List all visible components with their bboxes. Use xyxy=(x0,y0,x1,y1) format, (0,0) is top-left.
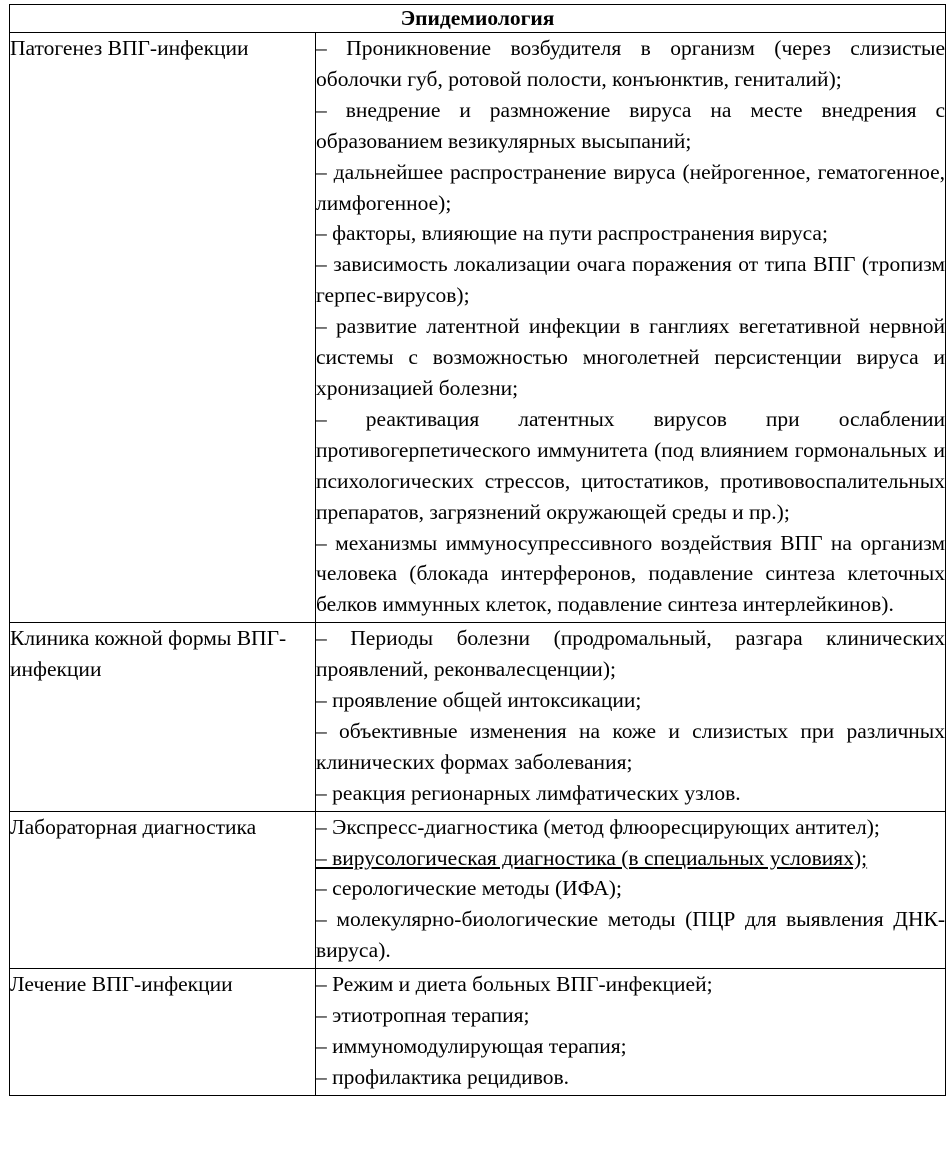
topic-cell xyxy=(10,969,316,1096)
detail-item: – внедрение и размножение вируса на месте внедрения с образованием везикулярных высыпаний; xyxy=(316,97,945,153)
detail-item: – дальнейшее распространение вируса (нейрогенное, гематогенное, лимфогенное); xyxy=(316,159,945,215)
details-cell xyxy=(316,33,946,623)
detail-item: – серологические методы (ИФА); xyxy=(316,876,622,901)
table-row xyxy=(10,969,946,1096)
table-header-row xyxy=(10,5,946,33)
table-body xyxy=(10,33,946,1096)
detail-item: – Режим и диета больных ВПГ-инфекцией; xyxy=(316,972,713,997)
topic-label: Патогенез ВПГ-инфекции xyxy=(10,36,249,60)
details-cell xyxy=(316,811,946,969)
detail-item: – механизмы иммуносупрессивного воздействия ВПГ на организм человека (блокада интерферонов, подавление синтеза клеточных белков иммунных клеток, подавление синтеза интерлейкинов). xyxy=(316,530,945,617)
detail-item: – факторы, влияющие на пути распространения вируса; xyxy=(316,221,828,246)
detail-item: – зависимость локализации очага поражения от типа ВПГ (тропизм герпес-вирусов); xyxy=(316,252,945,308)
detail-item: – развитие латентной инфекции в ганглиях вегетативной нервной системы с возможностью многолетней персистенции вируса и хронизацией болезни; xyxy=(316,314,945,400)
details-cell xyxy=(316,623,946,811)
detail-item: – проявление общей интоксикации; xyxy=(316,688,642,713)
topic-label: Лабораторная диагностика xyxy=(10,814,257,839)
detail-item: – молекулярно-биологические методы (ПЦР для выявления ДНК-вируса). xyxy=(316,907,945,963)
table-row xyxy=(10,33,946,623)
table-row xyxy=(10,811,946,969)
detail-item: – реактивация латентных вирусов при ослаблении противогерпетического иммунитета (под влиянием гормональных и психологических стрессов, цитостатиков, противовоспалительных препаратов, загрязнений окружающей среды и пр.); xyxy=(316,406,945,524)
epidemiology-table xyxy=(9,4,946,1096)
table-heading: Эпидемиология xyxy=(10,5,946,33)
detail-item: – Экспресс-диагностика (метод флюоресцирующих антител); xyxy=(316,814,880,839)
detail-item: – профилактика рецидивов. xyxy=(316,1064,569,1089)
topic-cell xyxy=(10,623,316,811)
detail-item: – этиотропная терапия; xyxy=(316,1003,530,1028)
table-row xyxy=(10,623,946,811)
detail-item: – вирусологическая диагностика (в специальных условиях); xyxy=(316,845,868,870)
detail-item: – реакция регионарных лимфатических узлов. xyxy=(316,780,741,805)
detail-item: – Периоды болезни (продромальный, разгара клинических проявлений, реконвалесценции); xyxy=(316,626,945,682)
detail-item: – Проникновение возбудителя в организм (через слизистые оболочки губ, ротовой полости, конъюнктив, гениталий); xyxy=(316,36,945,91)
detail-item: – иммуномодулирующая терапия; xyxy=(316,1034,627,1058)
topic-cell xyxy=(10,811,316,969)
topic-cell xyxy=(10,33,316,623)
details-cell xyxy=(316,969,946,1096)
topic-label: Лечение ВПГ-инфекции xyxy=(10,972,233,997)
topic-label: Клиника кожной формы ВПГ-инфекции xyxy=(10,626,287,682)
detail-item: – объективные изменения на коже и слизистых при различных клинических формах заболевания; xyxy=(316,718,945,774)
